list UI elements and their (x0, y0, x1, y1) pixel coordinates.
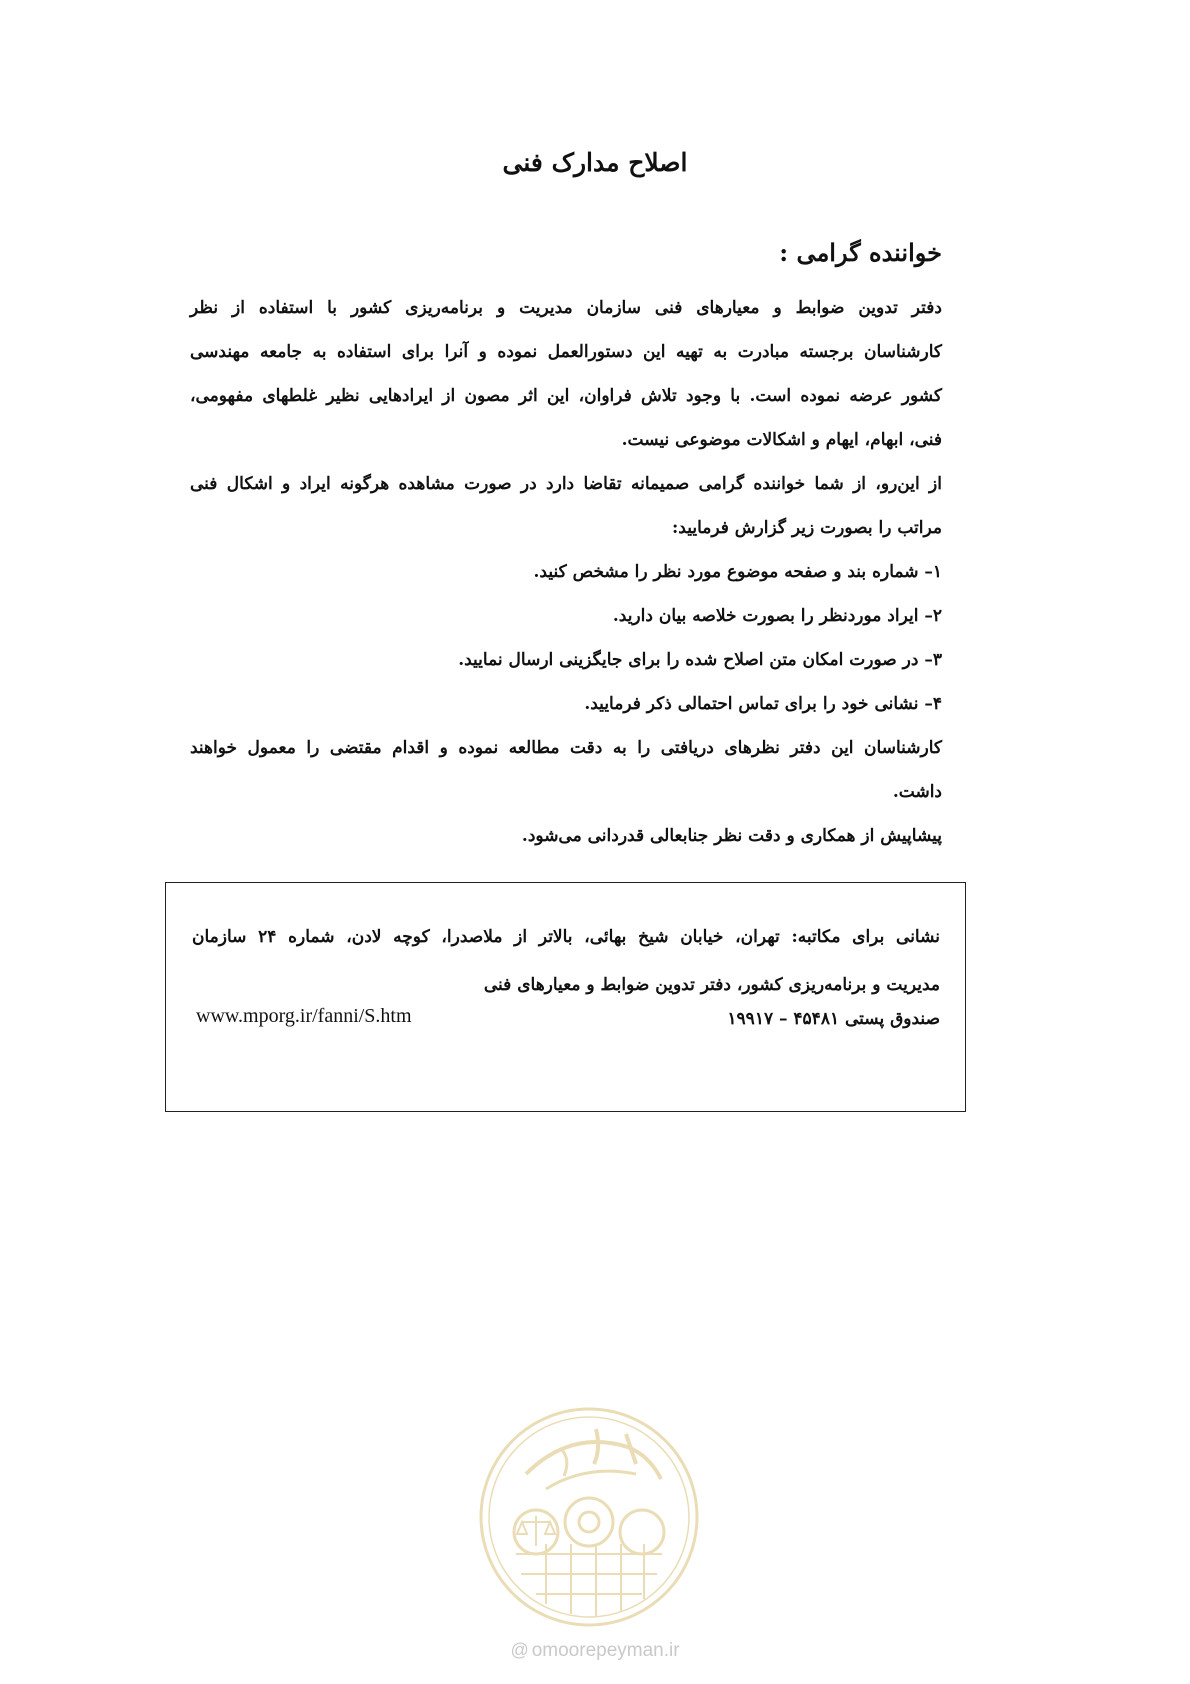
body-line: پیشاپیش از همکاری و دقت نظر جنابعالی قدردانی می‌شود. (521, 826, 942, 846)
section-heading: خواننده گرامی : (779, 238, 942, 267)
contact-box (165, 882, 966, 1112)
list-item: ۴– نشانی خود را برای تماس احتمالی ذکر فرمایید. (584, 694, 942, 714)
address-line: نشانی برای مکاتبه: تهران، خیابان شیخ بهائی، بالاتر از ملاصدرا، کوچه لادن، شماره ۲۴ سازمان (192, 927, 940, 947)
body-line: کارشناسان برجسته مبادرت به تهیه این دستورالعمل نموده و آنرا برای استفاده به جامعه مهندسی (190, 342, 942, 362)
body-text (190, 286, 942, 858)
body-line: داشت. (892, 782, 942, 802)
page-title: اصلاح مدارک فنی (502, 148, 688, 177)
body-line: کارشناسان این دفتر نظرهای دریافتی را به دقت مطالعه نموده و اقدام مقتضی را معمول خواهند (190, 738, 942, 758)
body-line: از این‌رو، از شما خواننده گرامی صمیمانه تقاضا دارد در صورت مشاهده هرگونه ایراد و اشکال فنی (190, 474, 942, 494)
list-item: ۳– در صورت امکان متن اصلاح شده را برای جایگزینی ارسال نمایید. (458, 650, 942, 670)
body-line: مراتب را بصورت زیر گزارش فرمایید: (672, 518, 942, 538)
list-item: ۲– ایراد موردنظر را بصورت خلاصه بیان دارید. (612, 606, 942, 626)
body-line: کشور عرضه نموده است. با وجود تلاش فراوان، این اثر مصون از ایرادهایی نظیر غلطهای مفهومی، (190, 386, 942, 406)
address-line: مدیریت و برنامه‌ریزی کشور، دفتر تدوین ضوابط و معیارهای فنی (483, 975, 940, 995)
watermark-site: @ omoorepeyman.ir (510, 1640, 680, 1661)
website-link[interactable]: www.mporg.ir/fanni/S.htm (196, 1005, 412, 1027)
postbox: صندوق پستی ۴۵۴۸۱ – ۱۹۹۱۷ (727, 1009, 940, 1029)
body-line: فنی، ابهام، ایهام و اشکالات موضوعی نیست. (621, 430, 942, 450)
list-item: ۱– شماره بند و صفحه موضوع مورد نظر را مشخص کنید. (533, 562, 942, 582)
watermark-logo (476, 1404, 702, 1630)
body-line: دفتر تدوین ضوابط و معیارهای فنی سازمان مدیریت و برنامه‌ریزی کشور با استفاده از نظر (190, 298, 942, 318)
contact-address (192, 913, 940, 1009)
at-icon: @ (510, 1640, 529, 1660)
